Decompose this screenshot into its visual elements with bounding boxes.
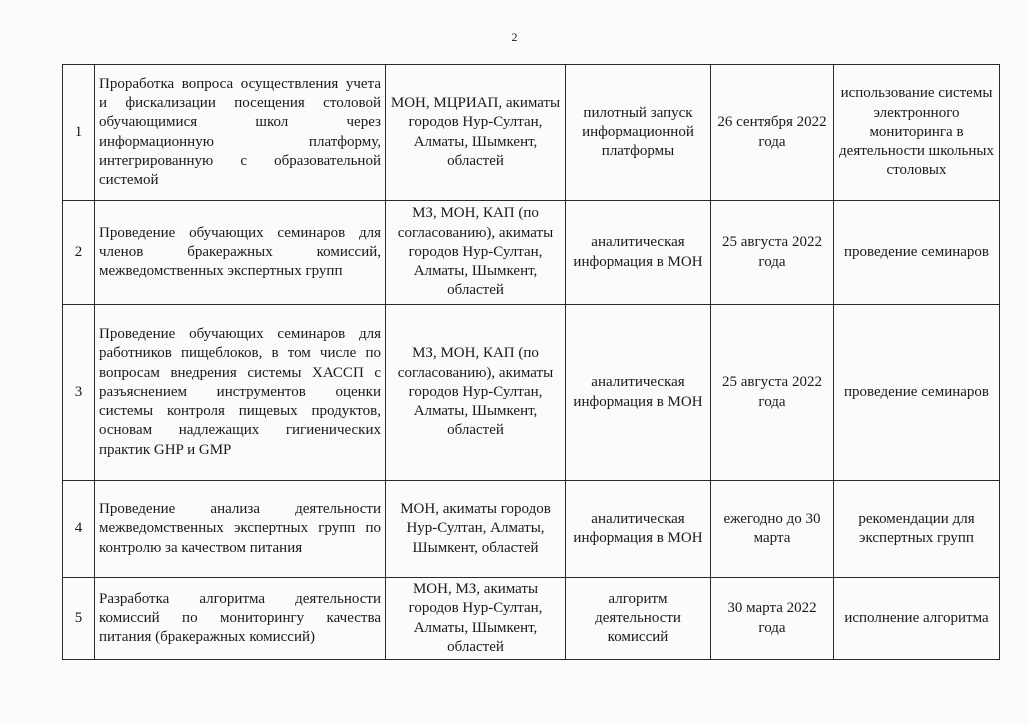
expected-result-cell: использование системы электронного мониторинга в деятельности школьных столовых bbox=[834, 65, 1000, 201]
action-plan-table bbox=[62, 64, 1000, 660]
deadline-cell: ежегодно до 30 марта bbox=[711, 481, 834, 578]
deadline-cell: 26 сентября 2022 года bbox=[711, 65, 834, 201]
task-cell: Проведение обучающих семинаров для работников пищеблоков, в том числе по вопросам внедрения системы ХАССП с разъяснением инструментов оценки системы контроля пищевых продуктов, основам надлежащих гигиенических практик GHP и GMP bbox=[95, 305, 386, 481]
row-number: 4 bbox=[63, 481, 95, 578]
row-number: 5 bbox=[63, 578, 95, 660]
expected-result-cell: проведение семинаров bbox=[834, 201, 1000, 305]
expected-result-cell: проведение семинаров bbox=[834, 305, 1000, 481]
table-row bbox=[63, 481, 1000, 578]
table-row bbox=[63, 201, 1000, 305]
expected-result-cell: исполнение алгоритма bbox=[834, 578, 1000, 660]
responsible-cell: МОН, МЦРИАП, акиматы городов Нур-Султан, Алматы, Шымкент, областей bbox=[386, 65, 566, 201]
table-row bbox=[63, 65, 1000, 201]
completion-form-cell: алгоритм деятельности комиссий bbox=[566, 578, 711, 660]
deadline-cell: 30 марта 2022 года bbox=[711, 578, 834, 660]
task-cell: Проведение обучающих семинаров для членов бракеражных комиссий, межведомственных экспертных групп bbox=[95, 201, 386, 305]
responsible-cell: МЗ, МОН, КАП (по согласованию), акиматы городов Нур-Султан, Алматы, Шымкент, областей bbox=[386, 201, 566, 305]
task-cell: Разработка алгоритма деятельности комиссий по мониторингу качества питания (бракеражных комиссий) bbox=[95, 578, 386, 660]
deadline-cell: 25 августа 2022 года bbox=[711, 201, 834, 305]
responsible-cell: МОН, акиматы городов Нур-Султан, Алматы, Шымкент, областей bbox=[386, 481, 566, 578]
deadline-cell: 25 августа 2022 года bbox=[711, 305, 834, 481]
task-cell: Проработка вопроса осуществления учета и фискализации посещения столовой обучающимися школ через информационную платформу, интегрированную с образовательной системой bbox=[95, 65, 386, 201]
responsible-cell: МЗ, МОН, КАП (по согласованию), акиматы городов Нур-Султан, Алматы, Шымкент, областей bbox=[386, 305, 566, 481]
table-row bbox=[63, 578, 1000, 660]
completion-form-cell: аналитическая информация в МОН bbox=[566, 305, 711, 481]
row-number: 1 bbox=[63, 65, 95, 201]
completion-form-cell: аналитическая информация в МОН bbox=[566, 481, 711, 578]
row-number: 3 bbox=[63, 305, 95, 481]
completion-form-cell: аналитическая информация в МОН bbox=[566, 201, 711, 305]
task-cell: Проведение анализа деятельности межведомственных экспертных групп по контролю за качеством питания bbox=[95, 481, 386, 578]
page-number: 2 bbox=[511, 30, 518, 44]
table-row bbox=[63, 305, 1000, 481]
responsible-cell: МОН, МЗ, акиматы городов Нур-Султан, Алматы, Шымкент, областей bbox=[386, 578, 566, 660]
completion-form-cell: пилотный запуск информационной платформы bbox=[566, 65, 711, 201]
row-number: 2 bbox=[63, 201, 95, 305]
expected-result-cell: рекомендации для экспертных групп bbox=[834, 481, 1000, 578]
